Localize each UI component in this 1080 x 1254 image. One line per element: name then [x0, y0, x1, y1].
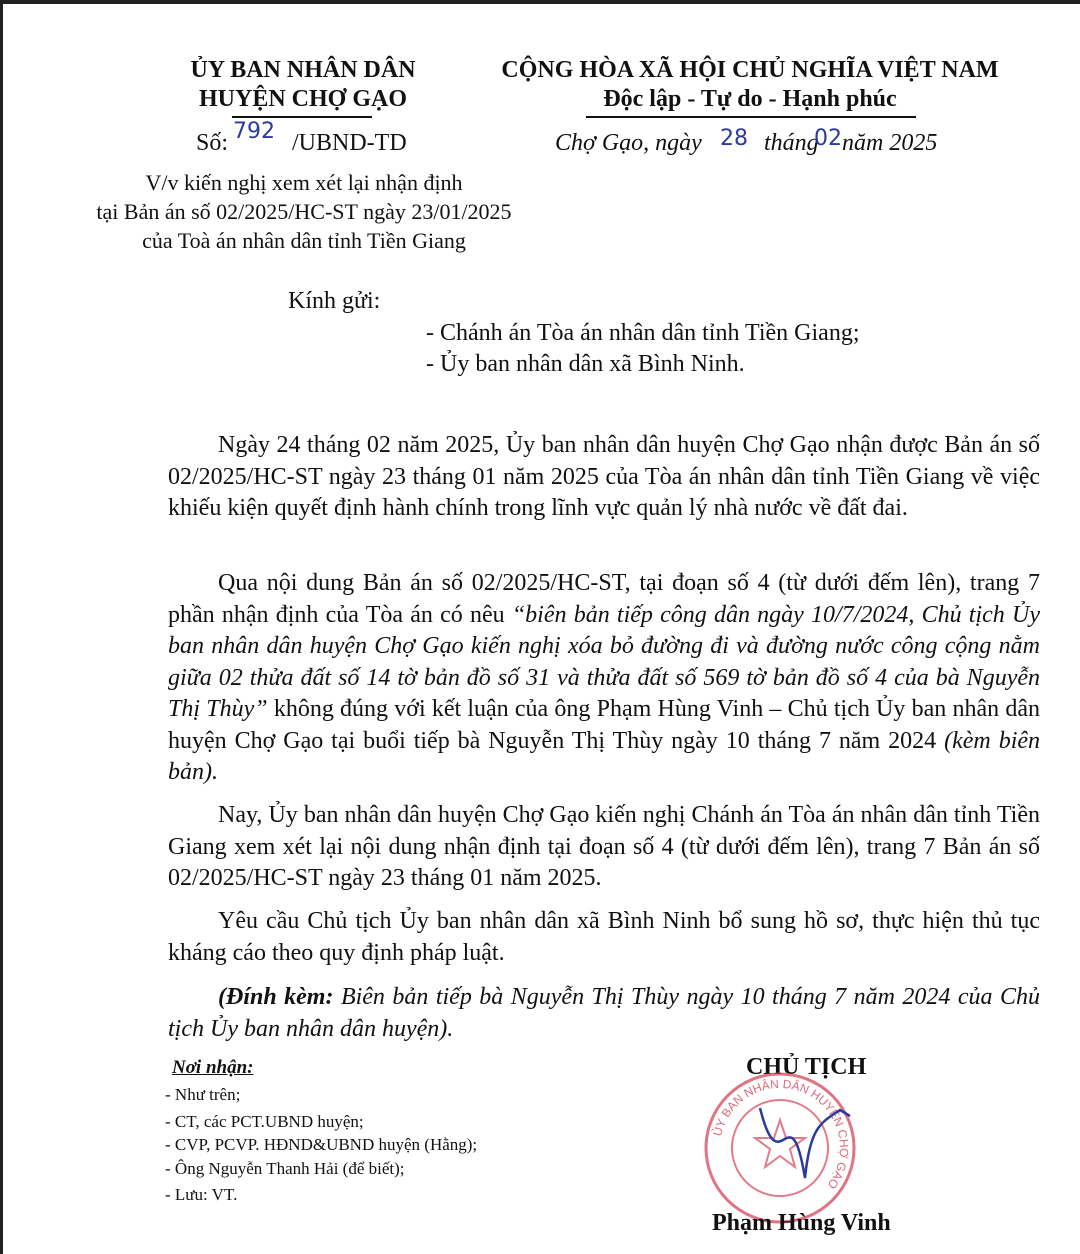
nation-title: CỘNG HÒA XÃ HỘI CHỦ NGHĨA VIỆT NAM — [501, 57, 999, 83]
recipient-2: - Ủy ban nhân dân xã Bình Ninh. — [426, 351, 745, 377]
body-paragraph-2-attach-note: (kèm biên bản). — [168, 727, 1041, 785]
subject-line3: của Toà án nhân dân tỉnh Tiền Giang — [142, 228, 466, 253]
recipient-1: - Chánh án Tòa án nhân dân tỉnh Tiền Giang; — [426, 320, 860, 346]
official-stamp — [700, 1068, 860, 1228]
body-paragraph-4-text: Yêu cầu Chủ tịch Ủy ban nhân dân xã Bình Ninh bổ sung hồ sơ, thực hiện thủ tục kháng cáo theo quy định pháp luật. — [168, 908, 1040, 966]
body-paragraph-1-text: Ngày 24 tháng 02 năm 2025, Ủy ban nhân dân huyện Chợ Gạo nhận được Bản án số 02/2025/HC-ST ngày 23 tháng 01 năm 2025 của Tòa án nhân dân tỉnh Tiền Giang về việc khiếu kiện quyết định hành chính trong lĩnh vực quản lý nhà nước về đất đai. — [168, 432, 1040, 521]
attachment-note — [168, 982, 1040, 1045]
noi-nhan-item: - Như trên; — [165, 1085, 241, 1104]
attachment-label: (Đính kèm: — [218, 984, 334, 1010]
body-paragraph-3-text: Nay, Ủy ban nhân dân huyện Chợ Gạo kiến nghị Chánh án Tòa án nhân dân tỉnh Tiền Giang xem xét lại nội dung nhận định tại đoạn số 4 (từ dưới đếm lên), trang 7 Bản án số 02/2025/HC-ST ngày 23 tháng 01 năm 2025. — [168, 802, 1040, 891]
date-prefix: Chợ Gạo, ngày — [555, 130, 702, 156]
page-top-border — [0, 0, 1080, 4]
body-paragraph-2-quote: “biên bản tiếp công dân ngày 10/7/2024, Chủ tịch Ủy ban nhân dân huyện Chợ Gạo kiến nghị xóa bỏ đường đi và đường nước công cộng nằm giữa 02 thửa đất số 14 tờ bản đồ số 31 và thửa đất số 569 tờ bản đồ số 4 của bà Nguyễn Thị Thùy” — [168, 601, 1040, 722]
body-paragraph-2-text: không đúng với kết luận của ông Phạm Hùng Vinh – Chủ tịch Ủy ban nhân dân huyện Chợ Gạo tại buổi tiếp bà Nguyễn Thị Thùy ngày 10 tháng 7 năm 2024 — [168, 696, 1040, 754]
noi-nhan-item: - Ông Nguyễn Thanh Hải (để biết); — [165, 1159, 405, 1178]
date-year: năm 2025 — [842, 130, 938, 156]
svg-text:ỦY BAN NHÂN DÂN HUYỆN CHỢ GẠO: ỦY BAN NHÂN DÂN HUYỆN CHỢ GẠO — [710, 1076, 852, 1192]
signer-name: Phạm Hùng Vinh — [712, 1210, 891, 1236]
noi-nhan-item: - CVP, PCVP. HĐND&UBND huyện (Hằng); — [165, 1135, 478, 1154]
issuer-line2: HUYỆN CHỢ GẠO — [198, 86, 408, 112]
subject-line1: V/v kiến nghị xem xét lại nhận định — [145, 170, 463, 195]
body-paragraph-3 — [168, 800, 1040, 895]
issuer-underline — [232, 116, 372, 118]
body-paragraph-2-intro: Qua nội dung Bản án số 02/2025/HC-ST, tại đoạn số 4 (từ dưới đếm lên), trang 7 phần nhận định của Tòa án có nêu — [168, 570, 1040, 628]
nation-motto: Độc lập - Tự do - Hạnh phúc — [603, 86, 897, 112]
subject-line2: tại Bản án số 02/2025/HC-ST ngày 23/01/2025 — [96, 199, 512, 224]
attachment-text: Biên bản tiếp bà Nguyễn Thị Thùy ngày 10 tháng 7 năm 2024 của Chủ tịch Ủy ban nhân dân huyện). — [168, 984, 1041, 1042]
signer-title: CHỦ TỊCH — [746, 1054, 867, 1080]
body-paragraph-1 — [168, 430, 1040, 525]
noi-nhan-item: - CT, các PCT.UBND huyện; — [165, 1112, 364, 1131]
doc-number-suffix: /UBND-TD — [292, 130, 407, 156]
doc-number-handwritten: 792 — [233, 119, 275, 144]
issuer-line1: ỦY BAN NHÂN DÂN — [190, 57, 416, 83]
date-month-label: tháng — [764, 130, 819, 156]
date-month-handwritten: 02 — [814, 126, 842, 151]
body-paragraph-2 — [168, 568, 1040, 789]
body-paragraph-4 — [168, 906, 1040, 969]
noi-nhan-title: Nơi nhận: — [172, 1057, 254, 1078]
motto-underline — [586, 116, 916, 118]
doc-number-label: Số: — [196, 130, 229, 156]
stamp-seal-icon — [700, 1068, 860, 1228]
page-left-border — [0, 0, 3, 1254]
date-day-handwritten: 28 — [720, 126, 748, 151]
noi-nhan-item: - Lưu: VT. — [165, 1185, 238, 1204]
recipients-label: Kính gửi: — [288, 288, 381, 314]
